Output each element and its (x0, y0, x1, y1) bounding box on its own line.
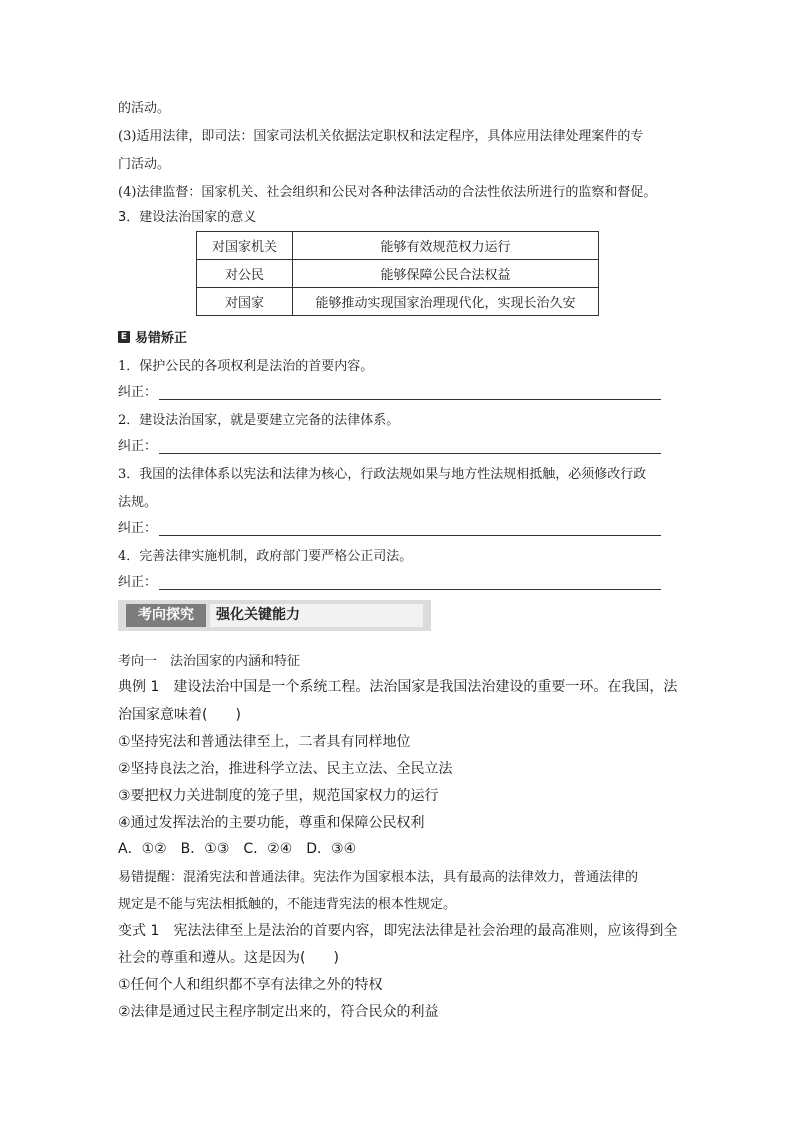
fix-label: 纠正： (118, 521, 158, 536)
variant-line: 社会的尊重和遵从。这是因为( ) (118, 950, 339, 966)
fix-answer-line[interactable] (159, 439, 661, 454)
text-line: 的活动。 (118, 101, 171, 116)
fix-label: 纠正： (118, 575, 158, 590)
fix-answer-line[interactable] (159, 385, 661, 400)
tip-line: 规定是不能与宪法相抵触的，不能违背宪法的根本性规定。 (118, 897, 457, 912)
error-item: 1．保护公民的各项权利是法治的首要内容。 (118, 359, 374, 374)
banner-subtitle: 强化关键能力 (210, 604, 423, 627)
table-cell-key: 对公民 (197, 260, 293, 288)
error-correction-title: 易错矫正 (135, 331, 188, 346)
fix-answer-line[interactable] (159, 575, 661, 590)
error-item-cont: 法规。 (118, 495, 158, 510)
variant-option: ②法律是通过民主程序制定出来的，符合民众的利益 (118, 1004, 439, 1020)
section-heading: 3．建设法治国家的意义 (118, 210, 257, 225)
text-line: (3)适用法律，即司法：国家司法机关依据法定职权和法定程序，具体应用法律处理案件的专 (118, 129, 644, 144)
banner-tag: 考向探究 (126, 604, 206, 627)
fix-row (118, 435, 661, 454)
table-cell-value: 能够有效规范权力运行 (293, 232, 599, 260)
error-correction-heading (118, 327, 187, 346)
example-option: ①坚持宪法和普通法律至上，二者具有同样地位 (118, 734, 411, 750)
error-item: 2．建设法治国家，就是要建立完备的法律体系。 (118, 413, 400, 428)
error-item: 4．完善法律实施机制，政府部门要严格公正司法。 (118, 549, 413, 564)
example-line: 典例 1 建设法治中国是一个系统工程。法治国家是我国法治建设的重要一环。在我国，法 (118, 679, 678, 695)
example-choices: A．①② B．①③ C．②④ D．③④ (118, 841, 357, 857)
table-row (197, 232, 599, 260)
example-option: ④通过发挥法治的主要功能，尊重和保障公民权利 (118, 815, 425, 831)
variant-line: 变式 1 宪法法律至上是法治的首要内容，即宪法法律是社会治理的最高准则，应该得到全 (118, 923, 678, 939)
text-line: (4)法律监督：国家机关、社会组织和公民对各种法律活动的合法性依法所进行的监察和督促。 (118, 185, 657, 200)
example-option: ②坚持良法之治，推进科学立法、民主立法、全民立法 (118, 761, 453, 777)
table-cell-value: 能够推动实现国家治理现代化，实现长治久安 (293, 288, 599, 316)
error-item: 3．我国的法律体系以宪法和法律为核心，行政法规如果与地方性法规相抵触，必须修改行政 (118, 467, 647, 482)
section-banner (118, 600, 431, 631)
table-cell-value: 能够保障公民合法权益 (293, 260, 599, 288)
fix-row (118, 381, 661, 400)
example-line: 治国家意味着( ) (118, 707, 241, 723)
example-option: ③要把权力关进制度的笼子里，规范国家权力的运行 (118, 788, 439, 804)
fix-answer-line[interactable] (159, 521, 661, 536)
table-cell-key: 对国家机关 (197, 232, 293, 260)
direction-heading: 考向一 法治国家的内涵和特征 (118, 654, 301, 669)
text-line: 门活动。 (118, 157, 171, 172)
fix-row (118, 571, 661, 590)
meaning-table (196, 231, 599, 316)
fix-label: 纠正： (118, 385, 158, 400)
table-row (197, 288, 599, 316)
table-row (197, 260, 599, 288)
e-badge-icon: E (118, 331, 130, 343)
tip-line: 易错提醒：混淆宪法和普通法律。宪法作为国家根本法，具有最高的法律效力，普通法律的 (118, 870, 639, 885)
fix-label: 纠正： (118, 439, 158, 454)
table-cell-key: 对国家 (197, 288, 293, 316)
variant-option: ①任何个人和组织都不享有法律之外的特权 (118, 977, 383, 993)
fix-row (118, 517, 661, 536)
